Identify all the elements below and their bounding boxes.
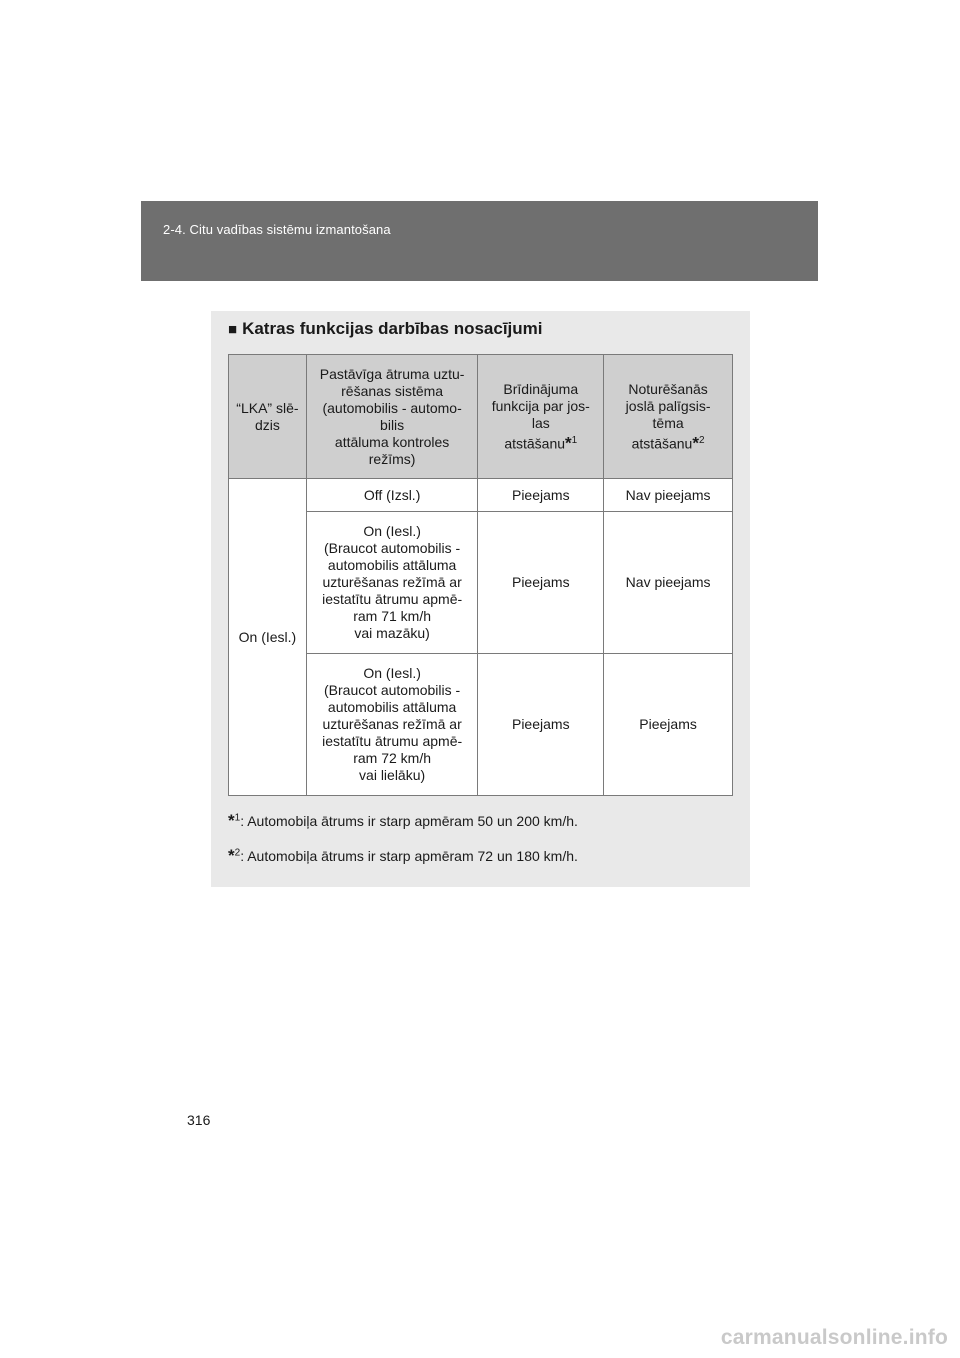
- table-header-row: [229, 355, 733, 479]
- assist-cell: Nav pieejams: [604, 512, 733, 654]
- conditions-panel: [211, 311, 750, 887]
- header-cruise-control: Pastāvīga ātruma uztu- rēšanas sistēma (automobilis - automo- bilis attāluma kontroles režīms): [306, 355, 478, 479]
- footnote-2: *$^2$: Automobiļa ātrums ir starp apmēram 72 un 180 km/h.: [228, 846, 578, 865]
- square-bullet-icon: ■: [228, 321, 238, 338]
- chapter-title: 2-4. Citu vadības sistēmu izmantošana: [163, 222, 391, 237]
- header-lane-departure-warning: Brīdinājuma funkcija par jos- las atstāšanu*$^1$: [478, 355, 604, 479]
- conditions-table: [228, 354, 733, 796]
- footnotes: [228, 811, 578, 881]
- mode-cell: Off (Izsl.): [306, 479, 478, 512]
- header-lka-switch: “LKA” slē- dzis: [229, 355, 307, 479]
- chapter-header-band: [141, 201, 818, 281]
- page-number: 316: [187, 1112, 211, 1128]
- assist-cell: Nav pieejams: [604, 479, 733, 512]
- table-row: [229, 479, 733, 512]
- watermark-text: carmanualsonline.info: [720, 1326, 948, 1349]
- warning-cell: Pieejams: [478, 512, 604, 654]
- section-title: Katras funkcijas darbības nosacījumi: [242, 319, 543, 338]
- footnote-1: *$^1$: Automobiļa ātrums ir starp apmēram 50 un 200 km/h.: [228, 811, 578, 830]
- lka-switch-value: On (Iesl.): [229, 479, 307, 796]
- warning-cell: Pieejams: [478, 654, 604, 796]
- mode-cell: On (Iesl.) (Braucot automobilis - automobilis attāluma uzturēšanas režīmā ar iestatītu ātrumu apmē- ram 71 km/h vai mazāku): [306, 512, 478, 654]
- section-heading: [228, 319, 543, 339]
- header-lane-keep-assist: Noturēšanās joslā palīgsis- tēma atstāšanu*$^2$: [604, 355, 733, 479]
- warning-cell: Pieejams: [478, 479, 604, 512]
- mode-cell: On (Iesl.) (Braucot automobilis - automobilis attāluma uzturēšanas režīmā ar iestatītu ātrumu apmē- ram 72 km/h vai lielāku): [306, 654, 478, 796]
- assist-cell: Pieejams: [604, 654, 733, 796]
